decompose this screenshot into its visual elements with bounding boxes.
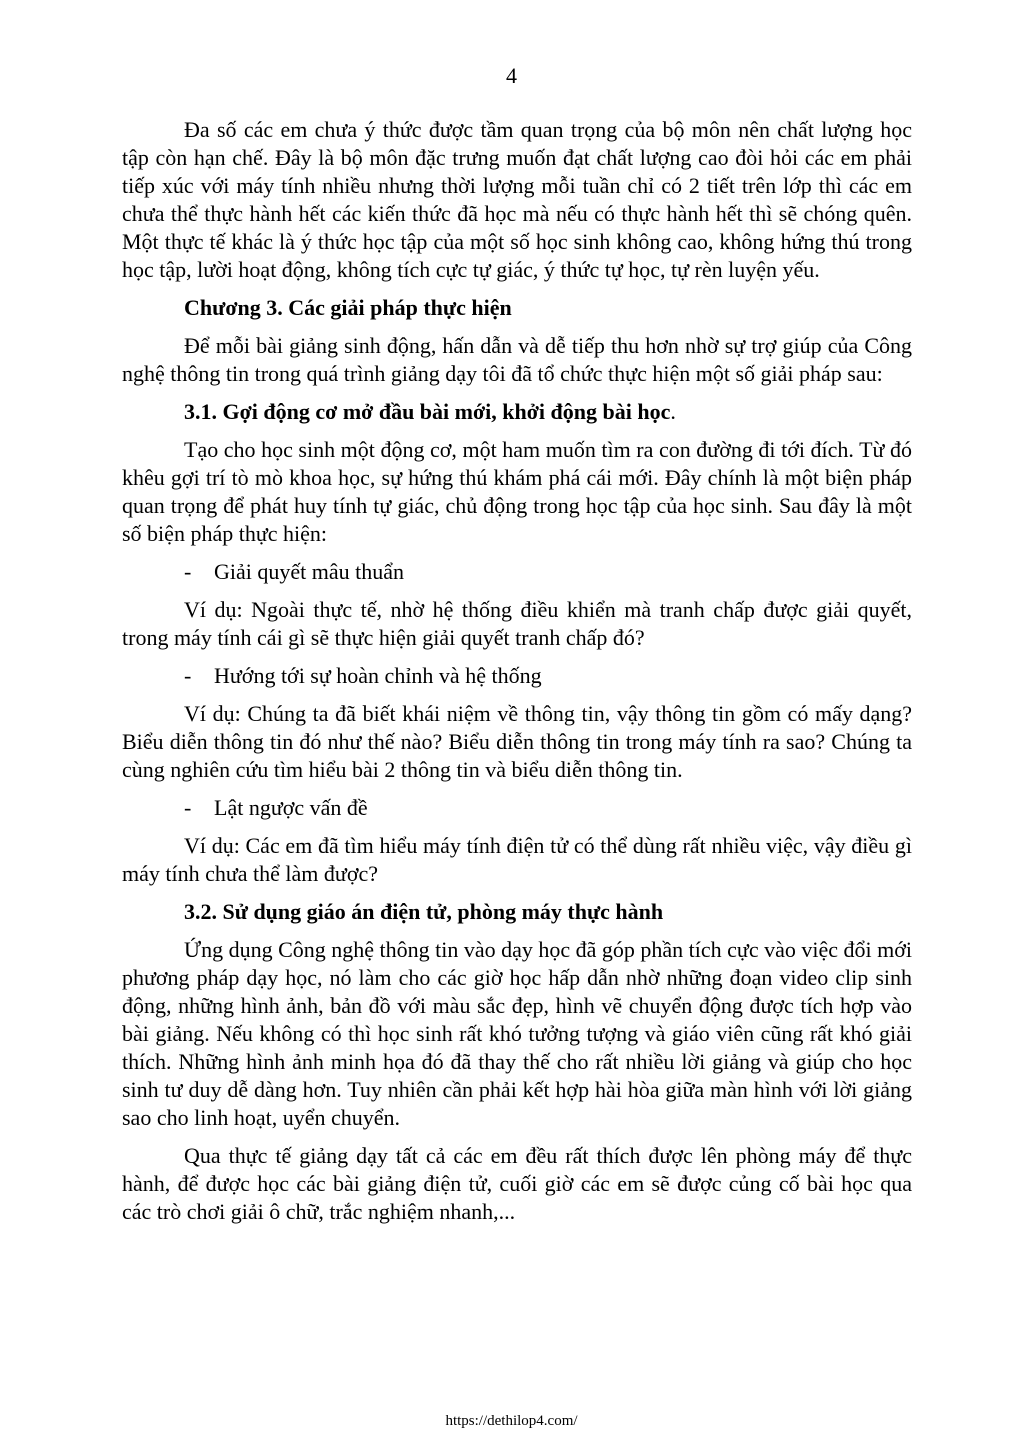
list-item-resolve-conflict <box>122 558 912 586</box>
heading-section-3-2: 3.2. Sử dụng giáo án điện tử, phòng máy thực hành <box>184 899 664 924</box>
bullet-dash: - <box>184 795 192 820</box>
list-item-reverse-problem <box>122 794 912 822</box>
list-item-completeness <box>122 662 912 690</box>
bullet-dash: - <box>184 663 192 688</box>
heading-chapter-3: Chương 3. Các giải pháp thực hiện <box>184 295 512 320</box>
paragraph-practice-room: Qua thực tế giảng dạy tất cả các em đều rất thích được lên phòng máy để thực hành, để được học các bài giảng điện tử, cuối giờ các em sẽ được củng cố bài học qua các trò chơi giải ô chữ, trắc nghiệm nhanh,... <box>122 1143 912 1224</box>
heading-section-3-1 <box>122 398 912 426</box>
paragraph-it-application: Ứng dụng Công nghệ thông tin vào dạy học đã góp phần tích cực vào việc đổi mới phương pháp dạy học, nó làm cho các giờ học hấp dẫn nhờ những đoạn video clip sinh động, những hình ảnh, bản đồ với màu sắc đẹp, hình vẽ chuyển động được tích hợp vào bài giảng. Nếu không có thì học sinh rất khó tưởng tượng và giáo viên cũng rất khó giải thích. Những hình ảnh minh họa đó đã thay thế cho rất nhiều lời giảng và giúp cho học sinh tư duy dễ dàng hơn. Tuy nhiên cần phải kết hợp hài hòa giữa màn hình với lời giảng sao cho linh hoạt, uyển chuyển. <box>122 937 912 1130</box>
footer-url: https://dethilop4.com/ <box>445 1413 578 1429</box>
paragraph-example-2: Ví dụ: Chúng ta đã biết khái niệm về thông tin, vậy thông tin gồm có mấy dạng? Biểu diễn thông tin đó như thế nào? Biểu diễn thông tin trong máy tính ra sao? Chúng ta cùng nghiên cứu tìm hiểu bài 2 thông tin và biểu diễn thông tin. <box>122 701 912 782</box>
paragraph-student-awareness: Đa số các em chưa ý thức được tầm quan trọng của bộ môn nên chất lượng học tập còn hạn chế. Đây là bộ môn đặc trưng muốn đạt chất lượng cao đòi hỏi các em phải tiếp xúc với máy tính nhiều nhưng thời lượng mỗi tuần chỉ có 2 tiết trên lớp thì các em chưa thể thực hành hết các kiến thức đã học mà nếu có thực hành hết thì sẽ chóng quên. Một thực tế khác là ý thức học tập của một số học sinh không cao, không hứng thú trong học tập, lười hoạt động, không tích cực tự giác, ý thức tự học, tự rèn luyện yếu. <box>122 117 912 282</box>
list-item-text: Giải quyết mâu thuẩn <box>214 559 405 584</box>
list-item-text: Lật ngược vấn đề <box>214 795 368 820</box>
heading-section-3-1-period: . <box>670 399 676 424</box>
list-item-text: Hướng tới sự hoàn chỉnh và hệ thống <box>214 663 542 688</box>
heading-section-3-1-text: 3.1. Gợi động cơ mở đầu bài mới, khởi động bài học <box>184 399 671 424</box>
paragraph-example-1: Ví dụ: Ngoài thực tế, nhờ hệ thống điều khiển mà tranh chấp được giải quyết, trong máy tính cái gì sẽ thực hiện giải quyết tranh chấp đó? <box>122 597 912 650</box>
document-body <box>122 116 912 1236</box>
bullet-dash: - <box>184 559 192 584</box>
page-number: 4 <box>506 63 517 88</box>
paragraph-solutions-intro: Để mỗi bài giảng sinh động, hấn dẫn và dễ tiếp thu hơn nhờ sự trợ giúp của Công nghệ thông tin trong quá trình giảng dạy tôi đã tổ chức thực hiện một số giải pháp sau: <box>122 333 912 386</box>
paragraph-example-3: Ví dụ: Các em đã tìm hiểu máy tính điện tử có thể dùng rất nhiều việc, vậy điều gì máy tính chưa thể làm được? <box>122 833 912 886</box>
paragraph-motivation: Tạo cho học sinh một động cơ, một ham muốn tìm ra con đường đi tới đích. Từ đó khêu gợi trí tò mò khoa học, sự hứng thú khám phá cái mới. Đây chính là một biện pháp quan trọng để phát huy tính tự giác, chủ động trong học tập của học sinh. Sau đây là một số biện pháp thực hiện: <box>122 437 912 546</box>
